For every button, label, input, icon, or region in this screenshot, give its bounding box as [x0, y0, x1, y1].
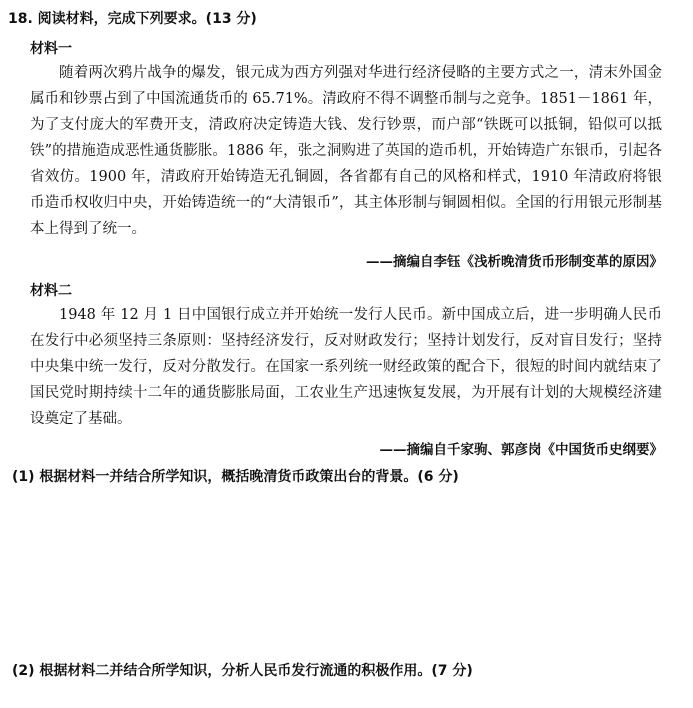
- question-title: 18. 阅读材料，完成下列要求。(13 分): [8, 11, 257, 27]
- answer-area-1[interactable]: [12, 490, 672, 650]
- sub-question-2: (2) 根据材料二并结合所学知识，分析人民币发行流通的积极作用。(7 分): [12, 663, 473, 679]
- material1-text: 随着两次鸦片战争的爆发，银元成为西方列强对华进行经济侵略的主要方式之一，清末外国金属币和钞票占到了中国流通货币的 65.71%。清政府不得不调整币制与之竞争。1851－1861 年，为了支付庞大的军费开支，清政府决定铸造大钱、发行钞票，而户部“铁既可以抵铜，铅似可以抵铁”的措施造成恶性通货膨胀。1886 年，张之洞购进了英国的造币机，开始铸造广东银币，引起各省效仿。1900 年，清政府开始铸造无孔铜圆，各省都有自己的风格和样式，1910 年清政府将银币造币权收归中央，开始铸造统一的“大清银币”，其主体形制与铜圆相似。全国的行用银元形制基本上得到了统一。: [30, 65, 662, 237]
- material2-label: 材料二: [30, 283, 72, 299]
- material1-label: 材料一: [30, 41, 72, 57]
- answer-area-2[interactable]: [12, 684, 672, 704]
- material1-source: ——摘编自李钰《浅析晚清货币形制变革的原因》: [366, 254, 663, 270]
- sub-question-1: (1) 根据材料一并结合所学知识，概括晚清货币政策出台的背景。(6 分): [12, 469, 459, 485]
- material2-source: ——摘编自千家驹、郭彦岗《中国货币史纲要》: [379, 442, 663, 458]
- material2-text: 1948 年 12 月 1 日中国银行成立并开始统一发行人民币。新中国成立后，进一步明确人民币在发行中必须坚持三条原则：坚持经济发行，反对财政发行；坚持计划发行，反对盲目发行；坚持中央集中统一发行，反对分散发行。在国家一系列统一财经政策的配合下，很短的时间内就结束了国民党时期持续十二年的通货膨胀局面，工农业生产迅速恢复发展，为开展有计划的大规模经济建设奠定了基础。: [30, 307, 662, 427]
